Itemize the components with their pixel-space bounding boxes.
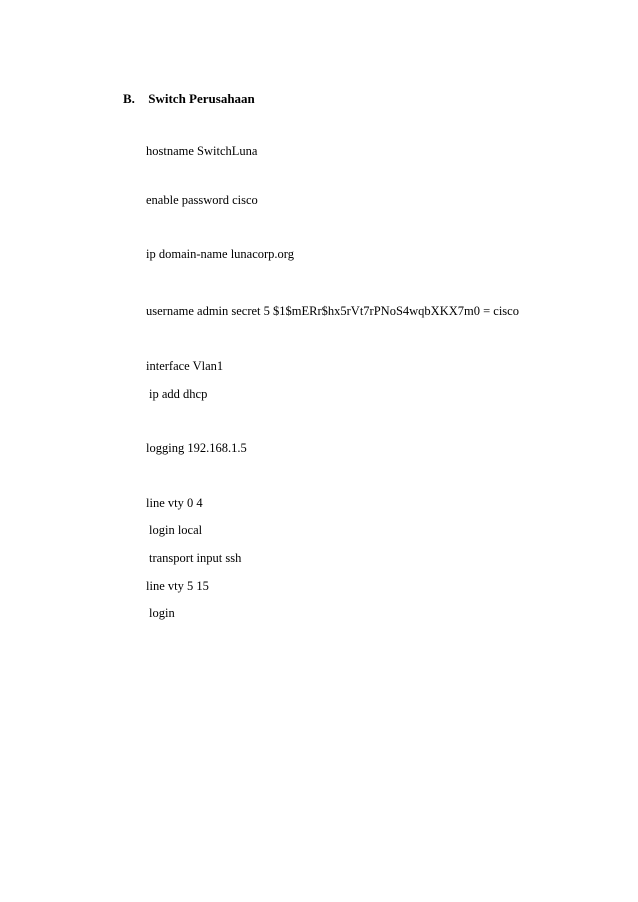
section-title: Switch Perusahaan [148, 91, 255, 106]
config-line-username: username admin secret 5 $1$mERr$hx5rVt7rPNoS4wqbXKX7m0 = cisco [146, 304, 519, 318]
config-line-enable-password: enable password cisco [146, 193, 258, 207]
config-line-transport-input: transport input ssh [149, 551, 242, 565]
config-line-login-local: login local [149, 523, 203, 537]
config-line-login: login [149, 606, 175, 620]
config-line-logging: logging 192.168.1.5 [146, 441, 247, 455]
config-line-domain-name: ip domain-name lunacorp.org [146, 247, 294, 261]
section-label: B. [123, 91, 135, 106]
config-line-ip-add: ip add dhcp [149, 387, 208, 401]
config-line-interface: interface Vlan1 [146, 359, 224, 373]
config-line-hostname: hostname SwitchLuna [146, 144, 258, 158]
section-heading [123, 91, 255, 107]
config-line-vty-0-4: line vty 0 4 [146, 496, 203, 510]
config-line-vty-5-15: line vty 5 15 [146, 579, 209, 593]
